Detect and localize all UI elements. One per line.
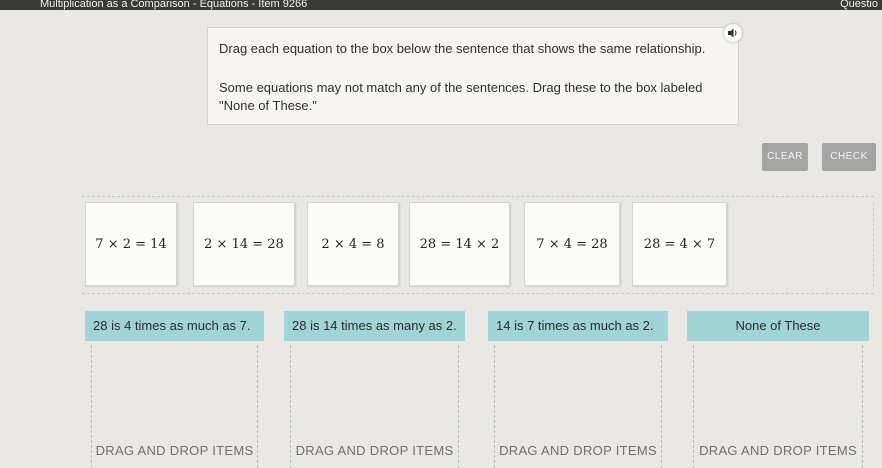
- drop-zone[interactable]: [494, 345, 662, 468]
- target-column-none-of-these: [687, 311, 869, 468]
- drop-zone-label: DRAG AND DROP ITEMS: [499, 443, 657, 458]
- speaker-icon[interactable]: [724, 24, 742, 42]
- drop-zone-label: DRAG AND DROP ITEMS: [295, 443, 454, 458]
- instruction-line-1: Drag each equation to the box below the sentence that shows the same relationship.: [219, 41, 706, 56]
- equation-tile[interactable]: 2 × 4 = 8: [307, 202, 399, 286]
- target-column-4-times: [85, 311, 264, 468]
- drop-zone[interactable]: [693, 345, 863, 468]
- drop-zone[interactable]: [290, 345, 459, 468]
- check-button[interactable]: CHECK: [822, 143, 876, 171]
- instruction-line-2: Some equations may not match any of the sentences. Drag these to the box labeled "None of These.": [219, 80, 703, 113]
- drop-zone-label: DRAG AND DROP ITEMS: [95, 443, 254, 458]
- drop-zone[interactable]: [91, 345, 258, 468]
- target-heading: 28 is 4 times as much as 7.: [85, 311, 264, 341]
- top-bar: [0, 0, 882, 10]
- equation-tile[interactable]: 28 = 14 × 2: [409, 202, 510, 286]
- instructions-panel: [207, 27, 739, 125]
- question-label: Questio: [840, 0, 878, 10]
- equation-tile[interactable]: 28 = 4 × 7: [632, 202, 727, 286]
- target-column-14-times: [284, 311, 465, 468]
- target-column-7-times: [488, 311, 668, 468]
- clear-button[interactable]: CLEAR: [762, 143, 808, 171]
- equation-tile[interactable]: 2 × 14 = 28: [193, 202, 295, 286]
- drop-zone-label: DRAG AND DROP ITEMS: [699, 443, 857, 458]
- target-heading: 28 is 14 times as many as 2.: [284, 311, 465, 341]
- equation-tile[interactable]: 7 × 2 = 14: [85, 202, 177, 286]
- target-heading: 14 is 7 times as much as 2.: [488, 311, 668, 341]
- item-title: Multiplication as a Comparison - Equations - Item 9266: [40, 0, 308, 10]
- equation-tile[interactable]: 7 × 4 = 28: [524, 202, 620, 286]
- target-heading: None of These: [687, 311, 869, 341]
